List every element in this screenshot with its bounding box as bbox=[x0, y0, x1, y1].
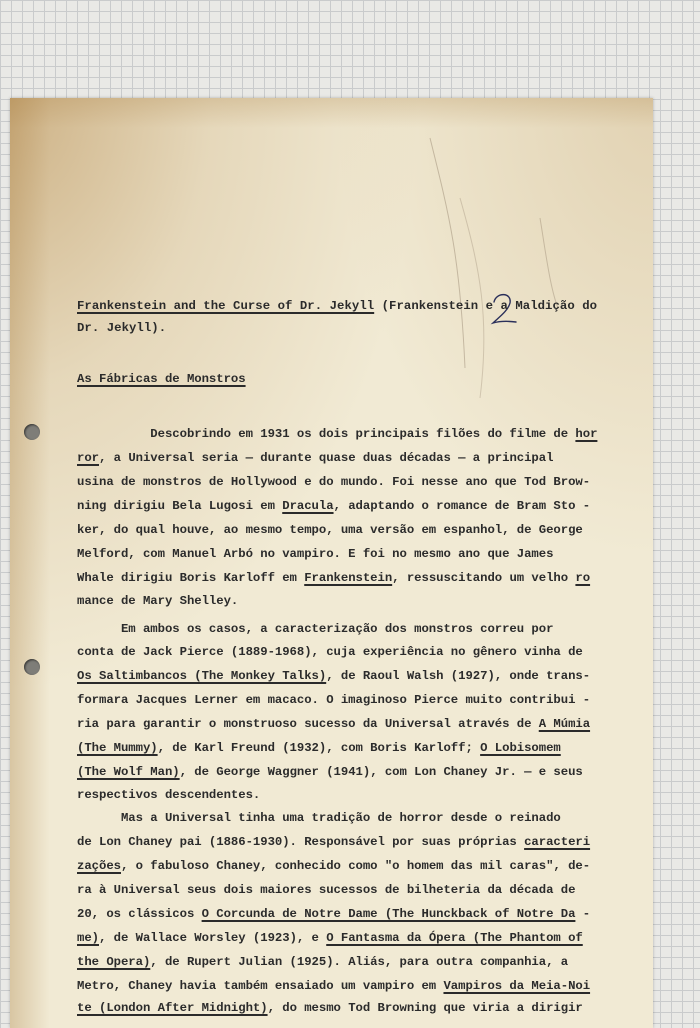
text-segment: , ressuscitando um velho bbox=[392, 571, 576, 585]
text-segment: conta de Jack Pierce (1889-1968), cuja experiência no gênero vinha de bbox=[77, 645, 583, 659]
underlined-title: Dracula bbox=[282, 499, 334, 513]
text-line bbox=[77, 448, 617, 468]
text-segment: ra à Universal seus dois maiores sucessos de bilheteria da década de bbox=[77, 883, 576, 897]
title-film-name: Frankenstein and the Curse of Dr. Jekyll bbox=[77, 299, 375, 313]
text-segment: Em ambos os casos, a caracterização dos monstros correu por bbox=[77, 622, 554, 636]
document-title-line-2: Dr. Jekyll). bbox=[77, 321, 167, 335]
text-line bbox=[77, 832, 617, 852]
text-segment: ker, do qual houve, ao mesmo tempo, uma versão em espanhol, de George bbox=[77, 523, 583, 537]
document-title bbox=[77, 296, 617, 316]
text-segment: , de Karl Freund (1932), com Boris Karloff; bbox=[157, 741, 481, 755]
text-segment: , de Rupert Julian (1925). Aliás, para outra companhia, a bbox=[150, 955, 569, 969]
text-line bbox=[77, 690, 617, 710]
underlined-title: me) bbox=[77, 931, 99, 945]
text-segment: - bbox=[575, 907, 591, 921]
text-segment: , de Wallace Worsley (1923), e bbox=[99, 931, 327, 945]
text-line bbox=[77, 642, 617, 662]
text-line bbox=[77, 424, 617, 444]
text-segment: de Lon Chaney pai (1886-1930). Responsável por suas próprias bbox=[77, 835, 525, 849]
text-line bbox=[77, 714, 617, 734]
text-segment: Descobrindo em 1931 os dois principais filões do filme de bbox=[77, 427, 576, 441]
underlined-title: A Múmia bbox=[538, 717, 591, 731]
text-line bbox=[77, 738, 617, 758]
text-segment: , o fabuloso Chaney, conhecido como "o homem das mil caras", de- bbox=[120, 859, 591, 873]
text-line bbox=[77, 904, 617, 924]
text-line bbox=[77, 952, 617, 972]
text-line bbox=[77, 619, 617, 639]
text-segment: , de Raoul Walsh (1927), onde trans- bbox=[326, 669, 591, 683]
text-line bbox=[77, 928, 617, 948]
underlined-title: Frankenstein bbox=[304, 571, 393, 585]
underlined-title: ro bbox=[575, 571, 591, 585]
title-translation: (Frankenstein e a Maldição do bbox=[374, 299, 598, 313]
underlined-title: hor bbox=[575, 427, 598, 441]
underlined-title: Os Saltimbancos (The Monkey Talks) bbox=[77, 669, 327, 683]
text-segment: , adaptando o romance de Bram Sto - bbox=[333, 499, 591, 513]
text-segment: , a Universal seria — durante quase duas décadas — a principal bbox=[99, 451, 554, 465]
underlined-title: caracteri bbox=[524, 835, 591, 849]
text-line bbox=[77, 568, 617, 588]
underlined-title: (The Wolf Man) bbox=[77, 765, 180, 779]
text-line bbox=[77, 666, 617, 686]
text-segment: 20, os clássicos bbox=[77, 907, 202, 921]
underlined-title: ror bbox=[77, 451, 99, 465]
underlined-title: O Corcunda de Notre Dame (The Hunckback of Notre Da bbox=[201, 907, 576, 921]
text-segment: Metro, Chaney havia também ensaiado um vampiro em bbox=[77, 979, 444, 993]
text-line bbox=[77, 591, 617, 611]
text-segment: Mas a Universal tinha uma tradição de horror desde o reinado bbox=[77, 811, 561, 825]
text-line bbox=[77, 496, 617, 516]
text-segment: , de George Waggner (1941), com Lon Chaney Jr. — e seus bbox=[179, 765, 583, 779]
text-line bbox=[77, 880, 617, 900]
text-segment: Melford, com Manuel Arbó no vampiro. E foi no mesmo ano que James bbox=[77, 547, 554, 561]
text-segment: , do mesmo Tod Browning que viria a dirigir bbox=[267, 1001, 583, 1015]
text-segment: respectivos descendentes. bbox=[77, 788, 261, 802]
underlined-title: O Lobisomem bbox=[480, 741, 561, 755]
underlined-title: O Fantasma da Ópera (The Phantom of bbox=[326, 931, 583, 945]
text-line bbox=[77, 785, 617, 805]
text-segment: Whale dirigiu Boris Karloff em bbox=[77, 571, 305, 585]
punch-hole-bottom bbox=[24, 659, 40, 675]
text-segment: formara Jacques Lerner em macaco. O imaginoso Pierce muito contribui - bbox=[77, 693, 591, 707]
underlined-title: Vampiros da Meia-Noi bbox=[443, 979, 591, 993]
text-line bbox=[77, 856, 617, 876]
underlined-title: the Opera) bbox=[77, 955, 151, 969]
text-line bbox=[77, 544, 617, 564]
text-line bbox=[77, 976, 617, 996]
text-segment: ning dirigiu Bela Lugosi em bbox=[77, 499, 283, 513]
underlined-title: te (London After Midnight) bbox=[77, 1001, 268, 1015]
section-heading: As Fábricas de Monstros bbox=[77, 372, 246, 386]
text-line bbox=[77, 520, 617, 540]
underlined-title: zações bbox=[77, 859, 121, 873]
text-segment: usina de monstros de Hollywood e do mundo. Foi nesse ano que Tod Brow- bbox=[77, 475, 591, 489]
underlined-title: (The Mummy) bbox=[77, 741, 158, 755]
text-line bbox=[77, 998, 617, 1018]
text-line bbox=[77, 762, 617, 782]
punch-hole-top bbox=[24, 424, 40, 440]
text-segment: ria para garantir o monstruoso sucesso da Universal através de bbox=[77, 717, 539, 731]
text-line bbox=[77, 472, 617, 492]
text-segment: mance de Mary Shelley. bbox=[77, 594, 239, 608]
text-line bbox=[77, 808, 617, 828]
